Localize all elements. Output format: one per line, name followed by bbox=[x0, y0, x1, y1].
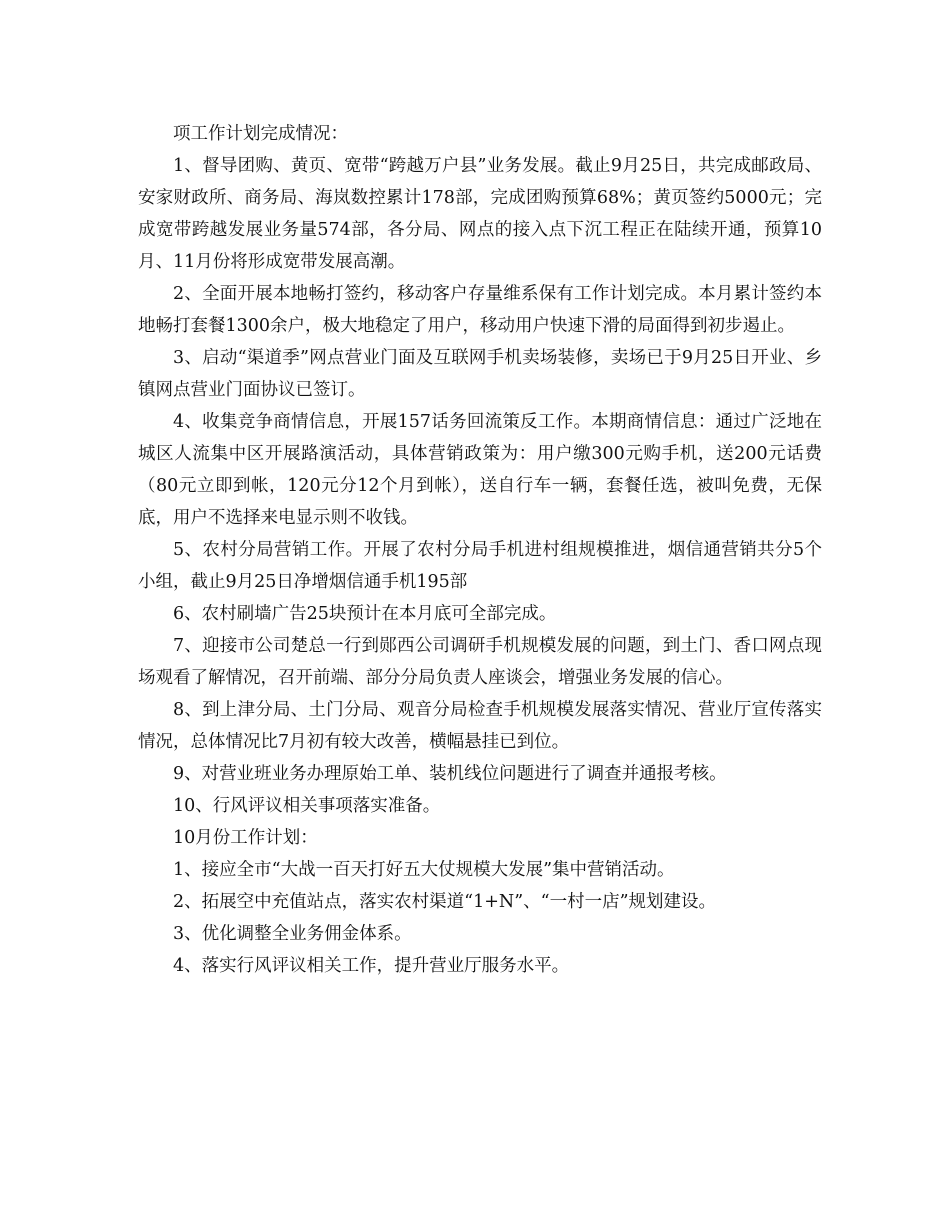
plan-item-2: 2、拓展空中充值站点，落实农村渠道“1+N”、“一村一店”规划建设。 bbox=[173, 892, 717, 912]
paragraph-item-3: 3、启动“渠道季”网点营业门面及互联网手机卖场装修，卖场已于9月25日开业、乡镇网点营业门面协议已签订。 bbox=[138, 348, 822, 400]
plan-item-4: 4、落实行风评议相关工作，提升营业厅服务水平。 bbox=[173, 956, 570, 976]
section-heading-october-plan: 10月份工作计划： bbox=[173, 828, 318, 848]
paragraph-item-6: 6、农村刷墙广告25块预计在本月底可全部完成。 bbox=[173, 604, 557, 624]
plan-item-1: 1、接应全市“大战一百天打好五大仗规模大发展”集中营销活动。 bbox=[173, 860, 675, 880]
paragraph-item-9: 9、对营业班业务办理原始工单、装机线位问题进行了调查并通报考核。 bbox=[173, 764, 727, 784]
paragraph-item-2: 2、全面开展本地畅打签约，移动客户存量维系保有工作计划完成。本月累计签约本地畅打套餐1300余户，极大地稳定了用户，移动用户快速下滑的局面得到初步遏止。 bbox=[138, 284, 822, 336]
paragraph-item-7: 7、迎接市公司楚总一行到郧西公司调研手机规模发展的问题，到土门、香口网点现场观看了解情况，召开前端、部分分局负责人座谈会，增强业务发展的信心。 bbox=[138, 636, 822, 688]
plan-item-3: 3、优化调整全业务佣金体系。 bbox=[173, 924, 412, 944]
paragraph-item-8: 8、到上津分局、土门分局、观音分局检查手机规模发展落实情况、营业厅宣传落实情况，总体情况比7月初有较大改善，横幅悬挂已到位。 bbox=[138, 700, 822, 752]
section-heading-completion: 项工作计划完成情况： bbox=[173, 124, 348, 144]
document-body bbox=[138, 118, 822, 982]
paragraph-item-5: 5、农村分局营销工作。开展了农村分局手机进村组规模推进，烟信通营销共分5个小组，截止9月25日净增烟信通手机195部 bbox=[138, 540, 822, 592]
paragraph-item-1: 1、督导团购、黄页、宽带“跨越万户县”业务发展。截止9月25日，共完成邮政局、安家财政所、商务局、海岚数控累计178部，完成团购预算68%；黄页签约5000元；完成宽带跨越发展业务量574部，各分局、网点的接入点下沉工程正在陆续开通，预算10月、11月份将形成宽带发展高潮。 bbox=[138, 156, 822, 272]
paragraph-item-10: 10、行风评议相关事项落实准备。 bbox=[173, 796, 441, 816]
paragraph-item-4: 4、收集竞争商情信息，开展157话务回流策反工作。本期商情信息：通过广泛地在城区人流集中区开展路演活动，具体营销政策为：用户缴300元购手机，送200元话费（80元立即到帐，120元分12个月到帐），送自行车一辆，套餐任选，被叫免费，无保底，用户不选择来电显示则不收钱。 bbox=[138, 412, 822, 528]
